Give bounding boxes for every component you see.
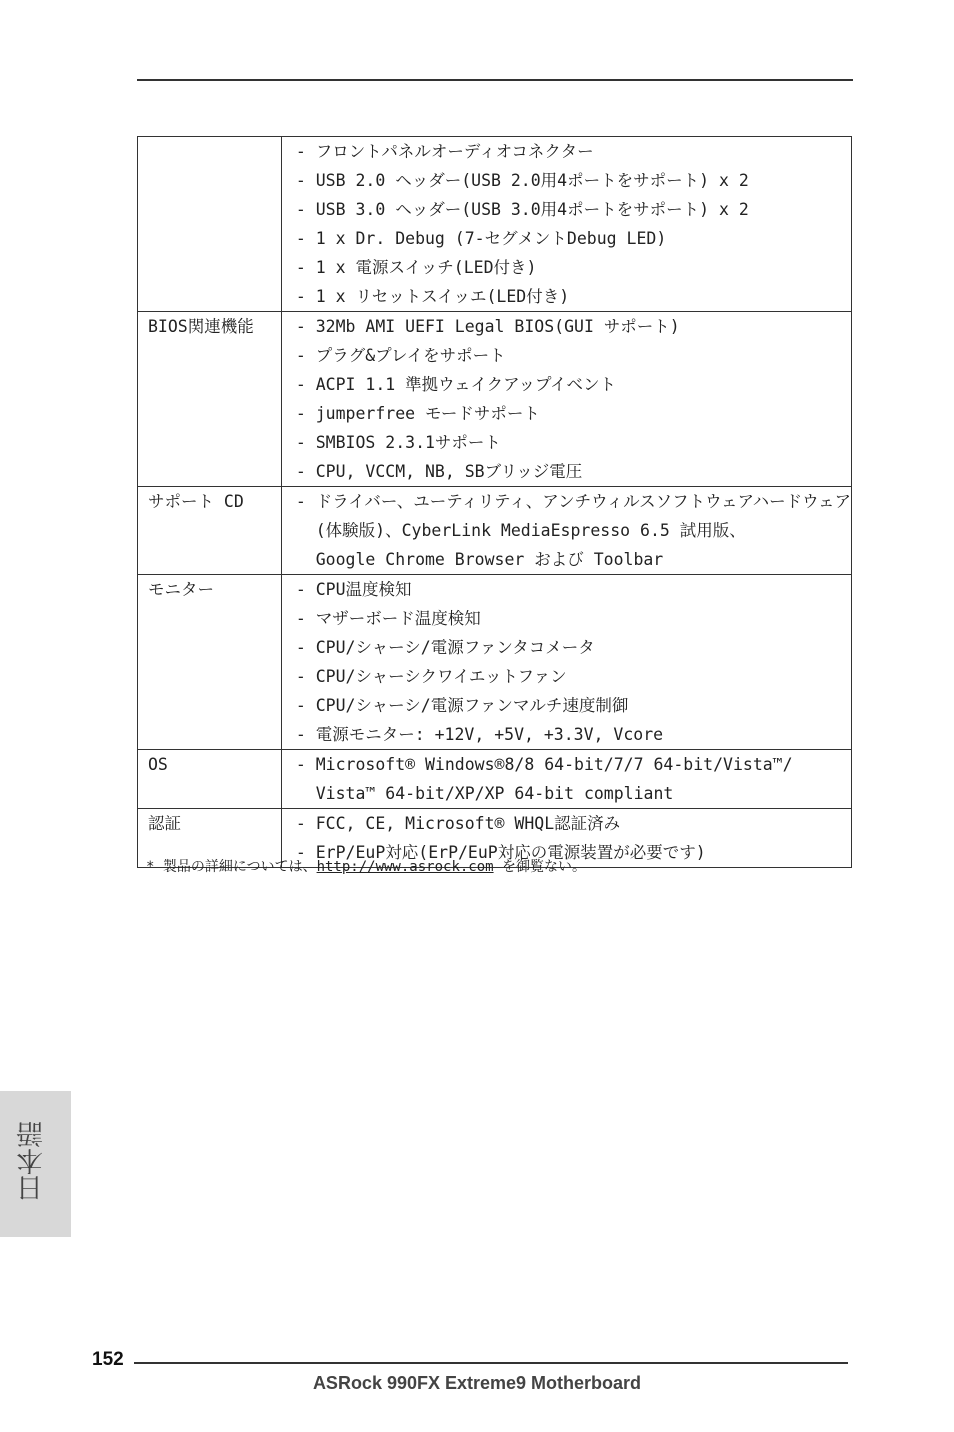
spec-line: - 1 x 電源スイッチ(LED付き) bbox=[295, 258, 537, 277]
spec-line: - ACPI 1.1 準拠ウェイクアップイベント bbox=[295, 375, 617, 394]
spec-line: - Microsoft® Windows®8/8 64-bit/7/7 64-bit/Vista™/ bbox=[295, 755, 793, 774]
spec-line: Google Chrome Browser および Toolbar bbox=[295, 550, 664, 569]
spec-content-cell bbox=[281, 137, 851, 312]
spec-content-cell bbox=[281, 750, 851, 809]
spec-label-cell bbox=[138, 137, 282, 312]
spec-row bbox=[138, 750, 852, 809]
bottom-rule bbox=[134, 1362, 848, 1364]
spec-line: - 電源モニター: +12V, +5V, +3.3V, Vcore bbox=[295, 725, 664, 744]
spec-label-cell bbox=[138, 750, 282, 809]
spec-line: - CPU/シャーシ/電源ファンマルチ速度制御 bbox=[295, 696, 629, 715]
spec-line: Vista™ 64-bit/XP/XP 64-bit compliant bbox=[295, 784, 674, 803]
spec-line: - USB 3.0 ヘッダー(USB 3.0用4ポートをサポート) x 2 bbox=[295, 200, 749, 219]
spec-line: - FCC, CE, Microsoft® WHQL認証済み bbox=[295, 814, 621, 833]
footnote-suffix: を御覧ない。 bbox=[493, 859, 587, 875]
language-tab bbox=[0, 1091, 71, 1237]
spec-table-body bbox=[138, 137, 852, 868]
spec-line: - フロントパネルオーディオコネクター bbox=[295, 142, 594, 161]
spec-line: - SMBIOS 2.3.1サポート bbox=[295, 433, 501, 452]
spec-row bbox=[138, 312, 852, 487]
spec-line: - CPU/シャーシクワイエットファン bbox=[295, 667, 567, 686]
top-rule bbox=[137, 79, 853, 81]
spec-line: - マザーボード温度検知 bbox=[295, 609, 481, 628]
spec-row bbox=[138, 487, 852, 575]
spec-label-cell bbox=[138, 487, 282, 575]
spec-table bbox=[137, 136, 852, 868]
spec-line: - 32Mb AMI UEFI Legal BIOS(GUI サポート) bbox=[295, 317, 680, 336]
spec-label: OS bbox=[148, 755, 168, 774]
spec-line: - 1 x Dr. Debug (7-セグメントDebug LED) bbox=[295, 229, 667, 248]
spec-row bbox=[138, 575, 852, 750]
spec-line: - USB 2.0 ヘッダー(USB 2.0用4ポートをサポート) x 2 bbox=[295, 171, 749, 190]
spec-label-cell bbox=[138, 312, 282, 487]
spec-line: - CPU, VCCM, NB, SBブリッジ電圧 bbox=[295, 462, 583, 481]
spec-content-cell bbox=[281, 575, 851, 750]
footer-title: ASRock 990FX Extreme9 Motherboard bbox=[312, 1373, 642, 1393]
spec-line: - プラグ&プレイをサポート bbox=[295, 346, 506, 365]
spec-label: BIOS関連機能 bbox=[148, 317, 254, 336]
spec-content-cell bbox=[281, 312, 851, 487]
spec-label bbox=[148, 137, 281, 166]
spec-line: - jumperfree モードサポート bbox=[295, 404, 540, 423]
spec-row bbox=[138, 137, 852, 312]
spec-label: サポート CD bbox=[148, 492, 244, 511]
footnote-prefix: * 製品の詳細については、 bbox=[146, 859, 317, 875]
spec-line: - 1 x リセットスイッエ(LED付き) bbox=[295, 287, 570, 306]
spec-line: - CPU温度検知 bbox=[295, 580, 412, 599]
spec-line: (体験版)、CyberLink MediaEspresso 6.5 試用版、 bbox=[295, 521, 746, 540]
spec-line: - ドライバー、ユーティリティ、アンチウィルスソフトウェアハードウェア bbox=[295, 492, 851, 511]
spec-line: - ErP/EuP対応(ErP/EuP対応の電源装置が必要です) bbox=[295, 843, 706, 862]
spec-label: 認証 bbox=[148, 814, 181, 833]
spec-content-cell bbox=[281, 487, 851, 575]
spec-label-cell bbox=[138, 575, 282, 750]
page-number: 152 bbox=[92, 1349, 124, 1370]
footnote bbox=[146, 856, 586, 876]
spec-line: - CPU/シャーシ/電源ファンタコメータ bbox=[295, 638, 595, 657]
spec-label: モニター bbox=[148, 580, 214, 599]
asrock-website-link[interactable]: http://www.asrock.com bbox=[316, 859, 494, 875]
language-tab-label: 日本語 bbox=[17, 1121, 48, 1202]
